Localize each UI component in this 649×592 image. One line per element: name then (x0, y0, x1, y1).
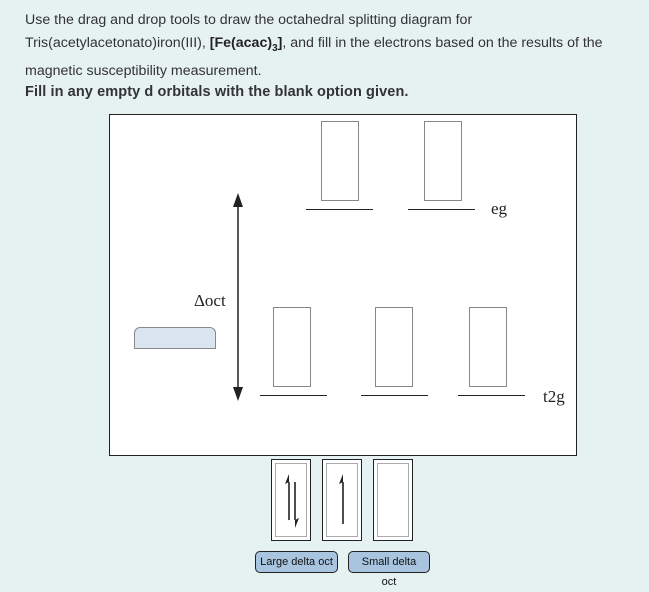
delta-size-drop-target[interactable] (134, 327, 216, 349)
t2g-level-line-3 (458, 395, 525, 396)
single-electron-tile[interactable] (322, 459, 362, 541)
small-delta-oct-button[interactable]: Small delta oct (348, 551, 430, 573)
t2g-orbital-slot-1[interactable] (273, 307, 311, 387)
eg-label: eg (491, 199, 508, 218)
question-text (25, 9, 640, 82)
formula: $[Fe(acac)_3]$ (209, 34, 283, 54)
t2g-orbital-slot-3[interactable] (469, 307, 507, 387)
t2g-label: t2g (543, 387, 565, 406)
empty-orbital-tile[interactable] (373, 459, 413, 541)
single-electron-icon (323, 460, 363, 542)
t2g-level-line-2 (361, 395, 428, 396)
diagram-canvas[interactable] (109, 114, 577, 456)
eg-level-line-2 (408, 209, 475, 210)
question-line2-post: , and fill in the electrons based on the results of the (282, 34, 603, 51)
delta-oct-label: Δoct (194, 291, 226, 310)
eg-orbital-slot-2[interactable] (424, 121, 462, 201)
eg-orbital-slot-1[interactable] (321, 121, 359, 201)
t2g-level-line-1 (260, 395, 327, 396)
question-line2-pre: Tris(acetylacetonato)iron(III), (25, 34, 210, 51)
t2g-orbital-slot-2[interactable] (375, 307, 413, 387)
question-line1: Use the drag and drop tools to draw the octahedral splitting diagram for (25, 12, 473, 28)
instruction-text: Fill in any empty d orbitals with the blank option given. (25, 84, 409, 100)
question-line3: magnetic susceptibility measurement. (25, 62, 262, 79)
paired-electrons-tile[interactable] (271, 459, 311, 541)
paired-electrons-icon (272, 460, 312, 542)
energy-axis-arrow (228, 193, 248, 401)
large-delta-oct-button[interactable]: Large delta oct (255, 551, 338, 573)
eg-level-line-1 (306, 209, 373, 210)
